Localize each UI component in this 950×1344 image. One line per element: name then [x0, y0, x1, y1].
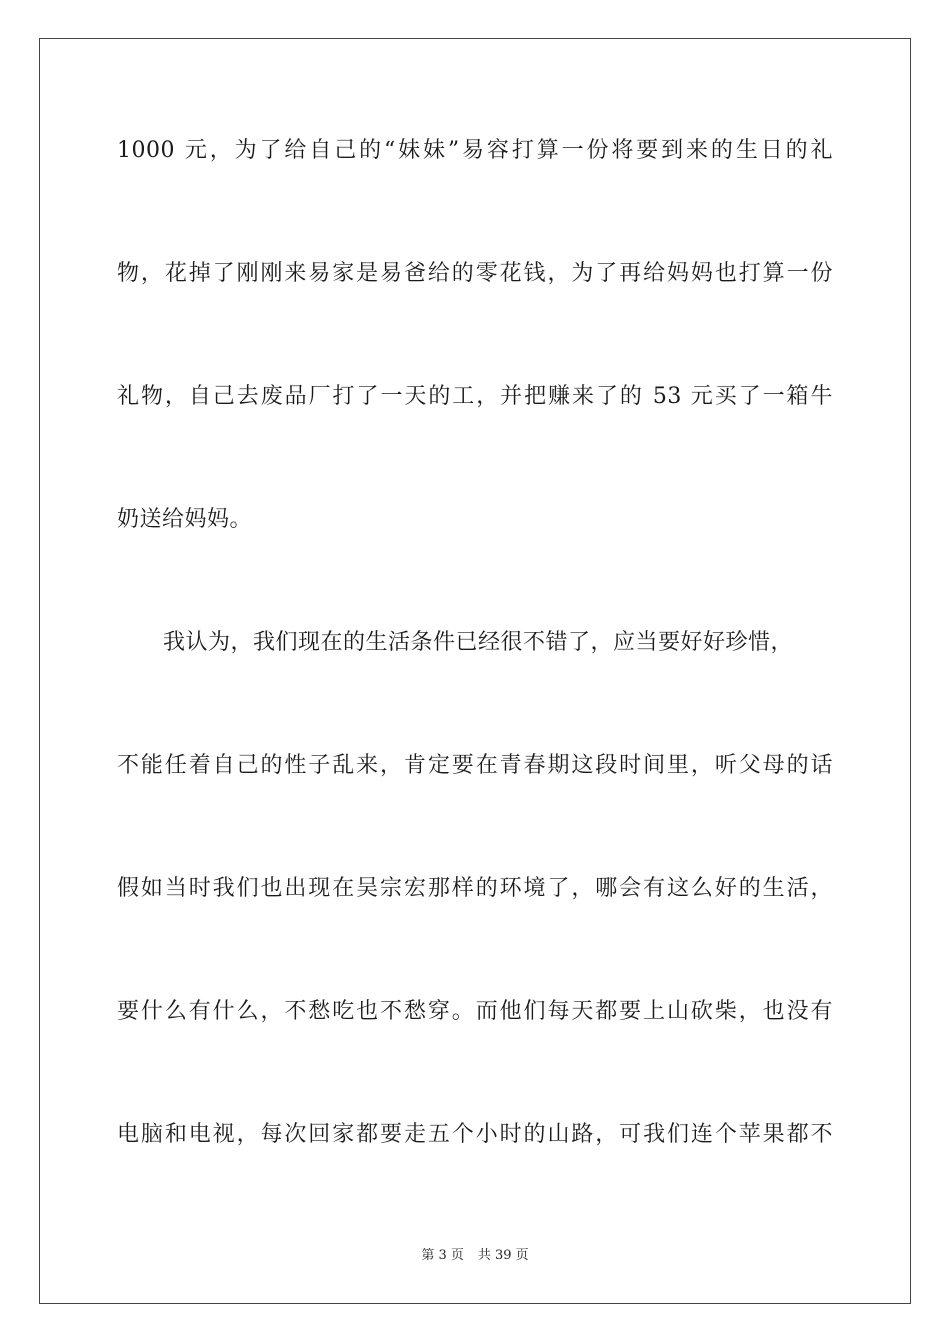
page-border [39, 38, 911, 1304]
text-line: 礼物，自己去废品厂打了一天的工，并把赚来了的 53 元买了一箱牛 [117, 384, 833, 409]
page-number: 第 3 页 [421, 1248, 464, 1263]
text-line: 物，花掉了刚刚来易家是易爸给的零花钱，为了再给妈妈也打算一份 [117, 261, 833, 286]
text-line: 假如当时我们也出现在吴宗宏那样的环境了，哪会有这么好的生活， [117, 876, 833, 901]
text-line: 要什么有什么，不愁吃也不愁穿。而他们每天都要上山砍柴，也没有 [117, 999, 833, 1024]
page-footer [0, 1246, 950, 1266]
text-line: 电脑和电视，每次回家都要走五个小时的山路，可我们连个苹果都不 [117, 1122, 833, 1147]
text-line: 奶送给妈妈。 [117, 507, 253, 532]
text-line: 不能任着自己的性子乱来，肯定要在青春期这段时间里，听父母的话 [117, 753, 833, 778]
text-line: 1000 元，为了给自己的“妹妹”易容打算一份将要到来的生日的礼 [117, 138, 833, 163]
page-total: 共 39 页 [477, 1248, 529, 1263]
paragraph-first-line: 我认为，我们现在的生活条件已经很不错了，应当要好好珍惜， [163, 630, 794, 655]
